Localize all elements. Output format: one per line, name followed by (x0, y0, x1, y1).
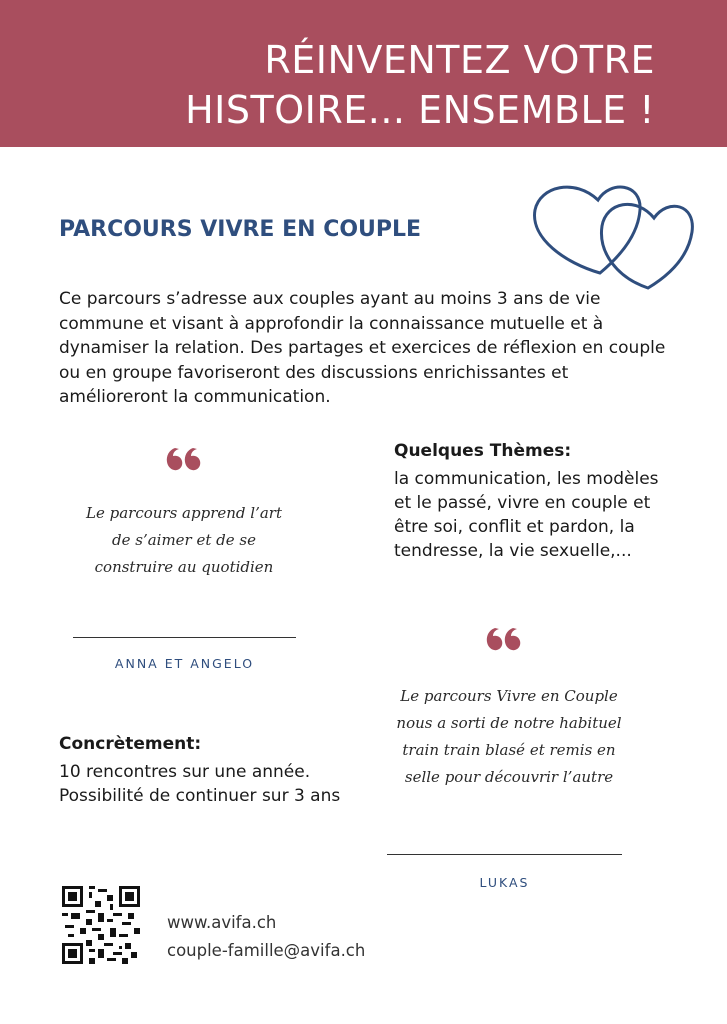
themes-title: Quelques Thèmes: (394, 441, 572, 461)
header-banner (0, 0, 727, 147)
hearts-icon (530, 178, 700, 293)
website-link[interactable]: www.avifa.ch (167, 913, 277, 932)
email-link[interactable]: couple-famille@avifa.ch (167, 941, 366, 960)
testimonial-divider-2 (387, 854, 622, 855)
testimonial-divider-1 (73, 637, 296, 638)
qr-code-icon[interactable] (62, 886, 140, 964)
concretement-text: 10 rencontres sur une année. Possibilité de continuer sur 3 ans (59, 762, 341, 806)
quote-mark-icon (165, 440, 205, 474)
testimonial-quote-2: Le parcours Vivre en Couple nous a sorti de notre habituel train train blasé et remis en selle pour découvrir l’autre (396, 687, 622, 786)
intro-paragraph: Ce parcours s’adresse aux couples ayant au moins 3 ans de vie commune et visant à approfondir la connaissance mutuelle et à dynamiser la relation. Des partages et exercices de réflexion en couple ou en groupe favoriseront des discussions enrichissantes et amélioreront la communication. (59, 289, 666, 407)
testimonial-author-2: LUKAS (479, 875, 530, 890)
testimonial-author-1: ANNA ET ANGELO (114, 656, 255, 671)
concretement-title: Concrètement: (59, 734, 202, 754)
testimonial-quote-1: Le parcours apprend l’art de s’aimer et de se construire au quotidien (86, 504, 282, 576)
quote-mark-icon (485, 620, 525, 654)
themes-text: la communication, les modèles et le passé, vivre en couple et être soi, conflit et pardon, la tendresse, la vie sexuelle,... (394, 469, 659, 561)
banner-title-line-1: RÉINVENTEZ VOTRE (264, 38, 655, 82)
section-title: PARCOURS VIVRE EN COUPLE (59, 217, 422, 242)
banner-title-line-2: HISTOIRE... ENSEMBLE ! (185, 88, 655, 132)
